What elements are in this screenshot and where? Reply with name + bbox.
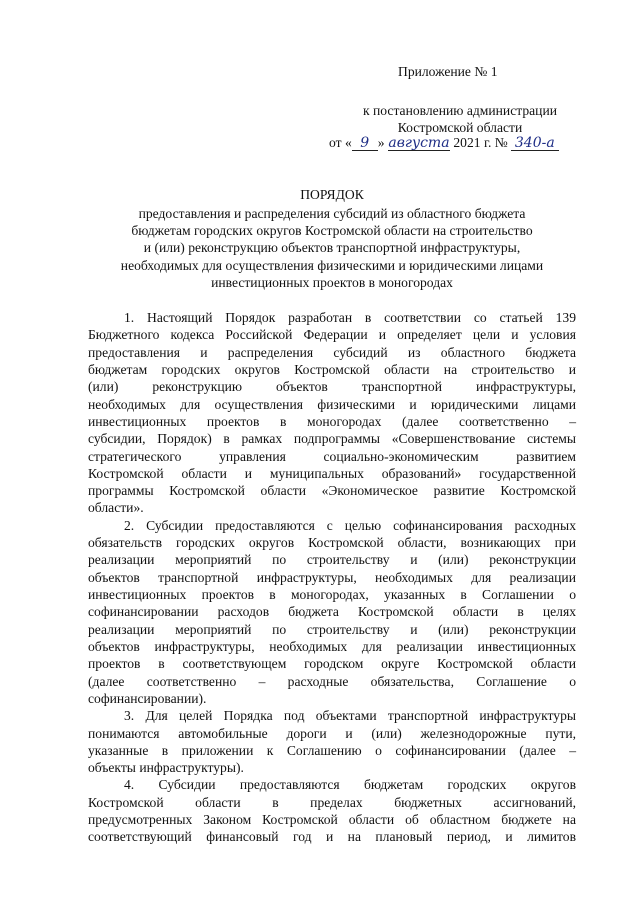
title-line: и (или) реконструкцию объектов транспортной инфраструктуры, <box>143 240 521 255</box>
body-line: программы Костромской области «Экономическое развитие Костромской <box>88 483 576 499</box>
body-line: (далее соответственно – расходные обязательства, Соглашение о <box>88 673 576 689</box>
body-line: объектов транспортной инфраструктуры, необходимых для реализации <box>88 569 576 585</box>
body-line: софинансировании расходов бюджета Костромской области в целях <box>88 604 576 620</box>
appendix-label: Приложение № 1 <box>398 64 498 79</box>
date-month: августа <box>388 135 450 151</box>
body-line: соответствующий финансовый год и на плановый период, и лимитов <box>88 829 576 845</box>
body-line: софинансировании). <box>88 690 207 706</box>
decree-date-line <box>329 134 559 151</box>
body-line: (или) реконструкцию объектов транспортной инфраструктуры, <box>88 379 576 395</box>
body-line: объекты инфраструктуры). <box>88 760 244 776</box>
date-quote-close: » <box>377 135 385 150</box>
title-line: предоставления и распределения субсидий из областного бюджета <box>138 206 526 221</box>
body-line: области». <box>88 500 144 516</box>
body-line: 4. Субсидии предоставляются бюджетам городских округов <box>124 777 576 793</box>
body-line: 2. Субсидии предоставляются с целью софинансирования расходных <box>124 517 576 533</box>
body-line: бюджетам городских округов Костромской области на строительство и <box>88 361 576 377</box>
body-line: 3. Для целей Порядка под объектами транспортной инфраструктуры <box>124 708 576 724</box>
date-year-number: 2021 г. № <box>453 135 508 150</box>
body-line: 1. Настоящий Порядок разработан в соответствии со статьей 139 <box>124 310 576 325</box>
body-line: необходимых для осуществления физическими и юридическими лицами <box>88 396 576 412</box>
body-line: субсидии, Порядок) в рамках подпрограммы «Совершенствование системы <box>88 431 576 447</box>
body-line: понимаются автомобильные дороги и (или) железнодорожные пути, <box>88 725 576 741</box>
region-name: Костромской области <box>397 120 523 135</box>
decree-reference: к постановлению администрации <box>363 103 557 118</box>
body-line: указанные в приложении к Соглашению о софинансировании (далее – <box>88 742 576 758</box>
body-line: стратегического управления социально-экономическим развитием <box>88 448 576 464</box>
title-line: необходимых для осуществления физическими и юридическими лицами <box>120 258 544 273</box>
body-line: обязательств городских округов Костромской области, возникающих при <box>88 535 576 551</box>
body-line: объектов инфраструктуры, необходимых для реализации инвестиционных <box>88 638 576 654</box>
document-body <box>88 309 576 846</box>
body-line: проектов в соответствующем городском округе Костромской области <box>88 656 576 672</box>
body-line: предусмотренных Законом Костромской области об областном бюджете на <box>88 812 576 828</box>
body-line: реализации мероприятий по строительству и (или) реконструкции <box>88 552 576 568</box>
body-line: инвестиционных проектов в моногородах, указанных в Соглашении о <box>88 587 576 602</box>
body-line: реализации мероприятий по строительству и (или) реконструкции <box>88 621 576 637</box>
body-line: Бюджетного кодекса Российской Федерации и определяет цели и условия <box>88 327 576 343</box>
body-line: Костромской области в пределах бюджетных ассигнований, <box>88 794 576 810</box>
title-line: бюджетам городских округов Костромской области на строительство <box>131 223 533 238</box>
date-day: 9 <box>352 137 378 151</box>
body-line: инвестиционных проектов в моногородах (далее соответственно – <box>88 413 576 429</box>
date-prefix: от « <box>329 135 352 150</box>
document-heading: ПОРЯДОК <box>300 187 364 202</box>
decree-number: 340-а <box>511 137 559 151</box>
title-line: инвестиционных проектов в моногородах <box>211 275 453 290</box>
body-line: Костромской области и муниципальных образований» государственной <box>88 465 576 481</box>
body-line: предоставления и распределения субсидий из областного бюджета <box>88 344 576 360</box>
